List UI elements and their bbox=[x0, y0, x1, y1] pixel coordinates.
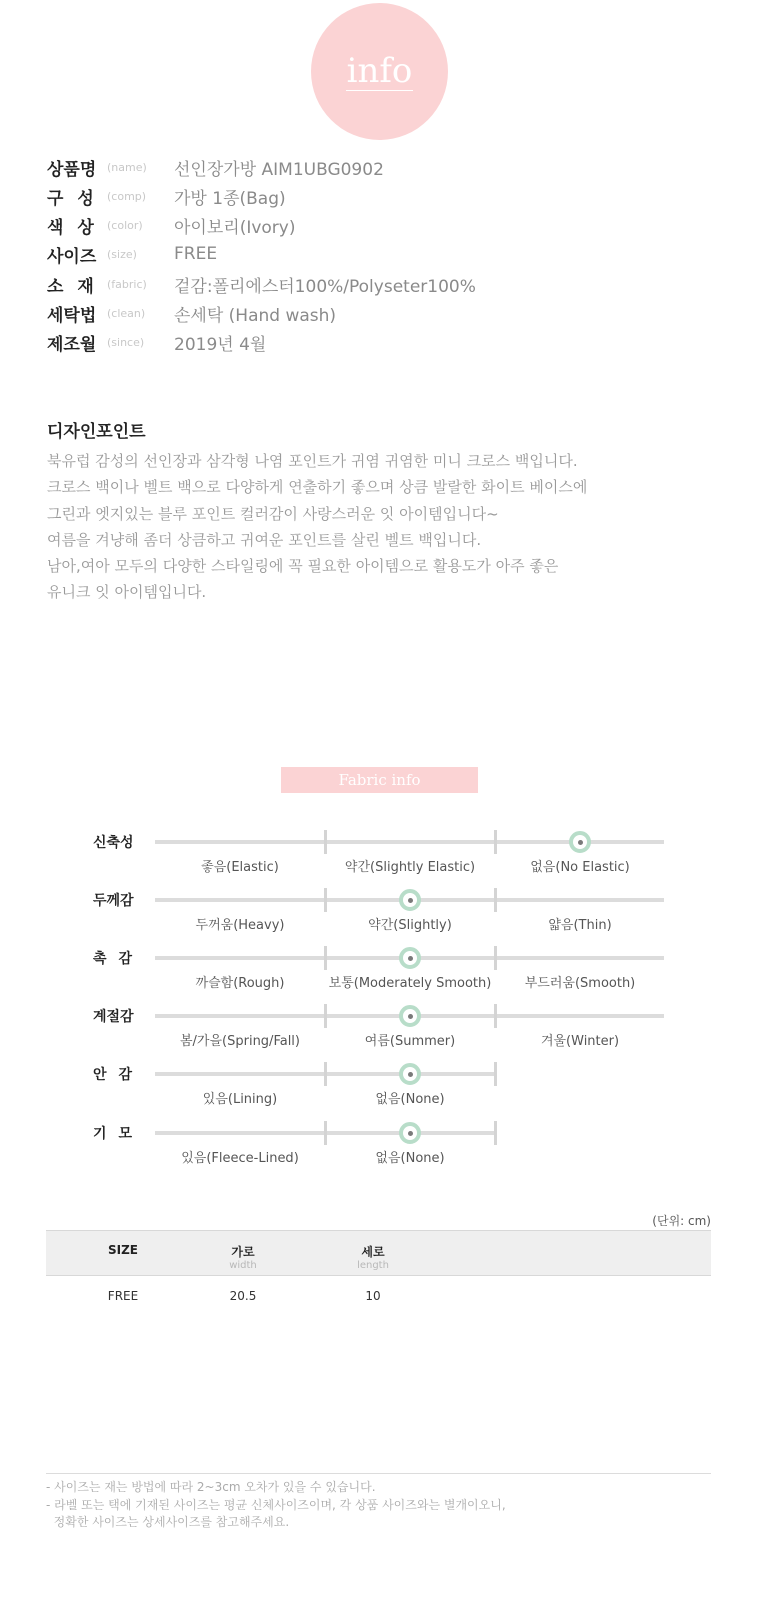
info-label-en: (name) bbox=[107, 160, 147, 174]
scale-marker bbox=[399, 889, 421, 911]
design-line: 남아,여아 모두의 다양한 스타일링에 꼭 필요한 아이템으로 활용도가 아주 좋은 bbox=[47, 557, 559, 576]
fabric-info-title: Fabric info bbox=[338, 771, 421, 789]
info-row-name bbox=[47, 155, 384, 179]
size-header-width bbox=[193, 1243, 293, 1272]
info-label: 소재 bbox=[47, 276, 108, 297]
scale-option: 없음(None) bbox=[375, 1151, 445, 1166]
scale-tick bbox=[494, 1004, 497, 1028]
design-line: 유니크 잇 아이템입니다. bbox=[47, 583, 207, 602]
size-cell: 20.5 bbox=[229, 1289, 257, 1303]
design-point-title: 디자인포인트 bbox=[47, 422, 146, 442]
size-cell: FREE bbox=[107, 1289, 139, 1303]
scale-tick bbox=[324, 946, 327, 970]
scale-label: 안감 bbox=[93, 1067, 145, 1083]
design-line: 크로스 백이나 벨트 백으로 다양하게 연출하기 좋으며 상큼 발랄한 화이트 베이스에 bbox=[47, 478, 588, 497]
scale-row-lining bbox=[0, 1067, 780, 1124]
scale-option: 부드러움(Smooth) bbox=[524, 976, 636, 991]
info-label: 제조월 bbox=[47, 334, 97, 355]
scale-tick bbox=[324, 1121, 327, 1145]
info-value: 겉감:폴리에스터100%/Polyseter100% bbox=[174, 276, 476, 297]
info-value: 가방 1종(Bag) bbox=[174, 188, 286, 209]
scale-row-thickness bbox=[0, 893, 780, 950]
info-label: 상품명 bbox=[47, 159, 97, 180]
scale-tick bbox=[494, 946, 497, 970]
scale-option: 봄/가을(Spring/Fall) bbox=[179, 1034, 300, 1049]
scale-label: 촉감 bbox=[93, 951, 145, 967]
note-line: - 사이즈는 재는 방법에 따라 2~3cm 오차가 있을 수 있습니다. bbox=[46, 1480, 376, 1494]
info-value: 선인장가방 AIM1UBG0902 bbox=[174, 159, 384, 180]
scale-option: 얇음(Thin) bbox=[548, 918, 612, 933]
info-badge bbox=[311, 3, 448, 140]
scale-marker bbox=[399, 1122, 421, 1144]
info-label: 사이즈 bbox=[47, 246, 97, 267]
design-line: 그린과 엣지있는 블루 포인트 컬러감이 사랑스러운 잇 아이템입니다~ bbox=[47, 504, 499, 523]
info-row-size bbox=[47, 242, 217, 266]
size-header-length bbox=[323, 1243, 423, 1272]
scale-option: 없음(No Elastic) bbox=[530, 860, 630, 875]
scale-row-texture bbox=[0, 951, 780, 1008]
scale-label: 기모 bbox=[93, 1126, 145, 1142]
design-point-description bbox=[47, 448, 737, 606]
design-line: 여름을 겨냥해 좀더 상큼하고 귀여운 포인트를 살린 벨트 백입니다. bbox=[47, 530, 482, 549]
info-row-clean bbox=[47, 301, 336, 325]
size-header-label: SIZE bbox=[107, 1243, 138, 1257]
size-header-size bbox=[73, 1243, 173, 1257]
scale-option: 없음(None) bbox=[375, 1092, 445, 1107]
note-line: - 라벨 또는 택에 기재된 사이즈는 평균 신체사이즈이며, 각 상품 사이즈와는 별개이오니, bbox=[46, 1497, 506, 1512]
size-header-sublabel: length bbox=[357, 1260, 389, 1271]
scale-marker bbox=[399, 947, 421, 969]
note-line: 정확한 사이즈는 상세사이즈를 참고해주세요. bbox=[46, 1515, 290, 1529]
info-label: 세탁법 bbox=[47, 305, 97, 326]
notes-divider bbox=[46, 1473, 711, 1474]
size-header-label: 가로 bbox=[231, 1245, 255, 1259]
scale-marker bbox=[569, 831, 591, 853]
scale-tick bbox=[324, 1004, 327, 1028]
scale-marker bbox=[399, 1063, 421, 1085]
scale-tick bbox=[494, 830, 497, 854]
scale-row-fleece bbox=[0, 1126, 780, 1183]
scale-tick bbox=[324, 1062, 327, 1086]
scale-option: 겨울(Winter) bbox=[540, 1034, 620, 1049]
info-title: info bbox=[346, 51, 413, 91]
size-table-header bbox=[46, 1230, 711, 1276]
scale-tick bbox=[494, 1121, 497, 1145]
scale-tick bbox=[324, 888, 327, 912]
info-label: 구성 bbox=[47, 188, 108, 209]
scale-option: 좋음(Elastic) bbox=[201, 860, 279, 875]
scale-tick bbox=[324, 830, 327, 854]
info-row-comp bbox=[47, 184, 286, 208]
scale-option: 약간(Slightly) bbox=[368, 918, 452, 933]
scale-option: 까슬함(Rough) bbox=[195, 976, 285, 991]
info-label: 색상 bbox=[47, 217, 108, 238]
info-row-since bbox=[47, 330, 266, 354]
size-header-label: 세로 bbox=[361, 1245, 385, 1259]
scale-label: 두께감 bbox=[93, 893, 134, 909]
fabric-info-banner bbox=[281, 767, 478, 793]
info-label-en: (clean) bbox=[107, 306, 146, 320]
info-label-en: (since) bbox=[107, 335, 145, 349]
scale-option: 두꺼움(Heavy) bbox=[195, 918, 285, 933]
size-notes bbox=[46, 1479, 506, 1532]
info-value: 2019년 4월 bbox=[174, 334, 267, 355]
info-label-en: (size) bbox=[107, 247, 137, 261]
size-header-sublabel: width bbox=[229, 1260, 257, 1271]
info-value: 아이보리(Ivory) bbox=[174, 217, 296, 238]
info-row-fabric bbox=[47, 272, 476, 296]
info-value: 손세탁 (Hand wash) bbox=[174, 305, 337, 326]
scale-tick bbox=[494, 888, 497, 912]
scale-tick bbox=[494, 1062, 497, 1086]
info-label-en: (comp) bbox=[107, 189, 147, 203]
info-label-en: (fabric) bbox=[107, 277, 147, 291]
scale-option: 여름(Summer) bbox=[364, 1034, 456, 1049]
scale-row-elasticity bbox=[0, 835, 780, 892]
scale-row-season bbox=[0, 1009, 780, 1066]
scale-label: 계절감 bbox=[93, 1009, 134, 1025]
size-cell: 10 bbox=[365, 1289, 381, 1303]
design-line: 북유럽 감성의 선인장과 삼각형 나염 포인트가 귀염 귀염한 미니 크로스 백입니다. bbox=[47, 452, 578, 470]
size-unit-note: (단위: cm) bbox=[652, 1214, 711, 1228]
scale-option: 있음(Lining) bbox=[202, 1092, 278, 1107]
scale-option: 약간(Slightly Elastic) bbox=[344, 860, 476, 875]
scale-option: 보통(Moderately Smooth) bbox=[328, 976, 492, 991]
info-value: FREE bbox=[174, 244, 218, 264]
scale-marker bbox=[399, 1005, 421, 1027]
info-label-en: (color) bbox=[107, 218, 143, 232]
info-row-color bbox=[47, 213, 295, 237]
scale-option: 있음(Fleece-Lined) bbox=[181, 1151, 299, 1166]
scale-label: 신축성 bbox=[93, 835, 134, 851]
